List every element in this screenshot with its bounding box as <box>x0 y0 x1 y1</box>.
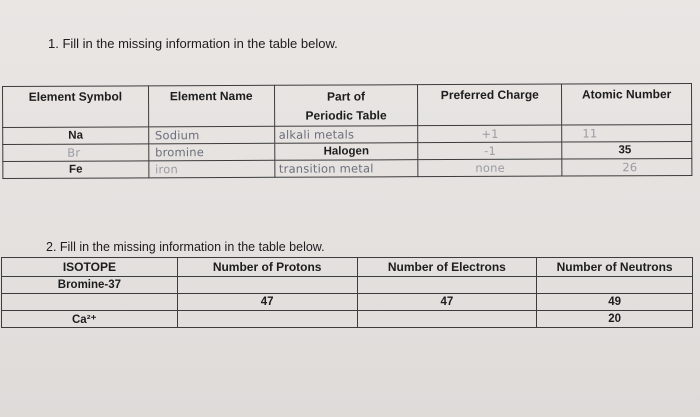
element-table <box>2 83 692 179</box>
symbol-cell: Na <box>3 127 149 145</box>
question-2-title: 2. Fill in the missing information in the table below. <box>46 240 325 254</box>
header-element-symbol: Element Symbol <box>3 86 149 128</box>
electrons-cell: 47 <box>357 294 537 311</box>
periodic-part-cell: transition metal <box>274 160 418 178</box>
header-electrons: Number of Electrons <box>357 258 537 277</box>
periodic-part-cell: Halogen <box>274 143 418 161</box>
periodic-part-cell: alkali metals <box>274 126 418 144</box>
neutrons-cell: 49 <box>537 294 693 311</box>
table-row <box>2 277 693 294</box>
header-element-name: Element Name <box>148 85 274 127</box>
header-isotope: ISOTOPE <box>2 258 178 277</box>
charge-cell: -1 <box>418 142 562 160</box>
isotope-cell <box>2 294 178 311</box>
table-row <box>2 294 693 311</box>
header-periodic-table-part: Part of Periodic Table <box>274 85 418 127</box>
charge-cell: +1 <box>418 125 562 143</box>
header-neutrons: Number of Neutrons <box>537 258 693 277</box>
atomic-number-cell: 11 <box>562 124 692 142</box>
isotope-cell: Bromine-37 <box>2 277 178 294</box>
protons-cell <box>177 277 357 294</box>
table-header-row <box>2 258 693 277</box>
electrons-cell <box>357 311 537 328</box>
header-preferred-charge: Preferred Charge <box>418 84 562 126</box>
protons-cell <box>177 311 357 328</box>
name-cell: iron <box>149 160 275 178</box>
isotope-cell: Ca²⁺ <box>2 311 178 328</box>
question-1-title: 1. Fill in the missing information in the table below. <box>48 36 338 51</box>
symbol-cell: Br <box>3 144 149 162</box>
name-cell: Sodium <box>148 126 274 144</box>
atomic-number-cell: 35 <box>562 141 692 159</box>
table-row <box>3 158 692 178</box>
table-header-row <box>3 83 692 127</box>
neutrons-cell <box>537 277 693 294</box>
table-row <box>2 311 693 328</box>
header-protons: Number of Protons <box>177 258 357 277</box>
neutrons-cell: 20 <box>537 311 693 328</box>
name-cell: bromine <box>149 143 275 161</box>
atomic-number-cell: 26 <box>562 158 692 176</box>
isotope-table <box>1 257 693 328</box>
charge-cell: none <box>418 159 562 177</box>
protons-cell: 47 <box>177 294 357 311</box>
header-atomic-number: Atomic Number <box>562 83 692 125</box>
electrons-cell <box>357 277 537 294</box>
symbol-cell: Fe <box>3 161 149 179</box>
